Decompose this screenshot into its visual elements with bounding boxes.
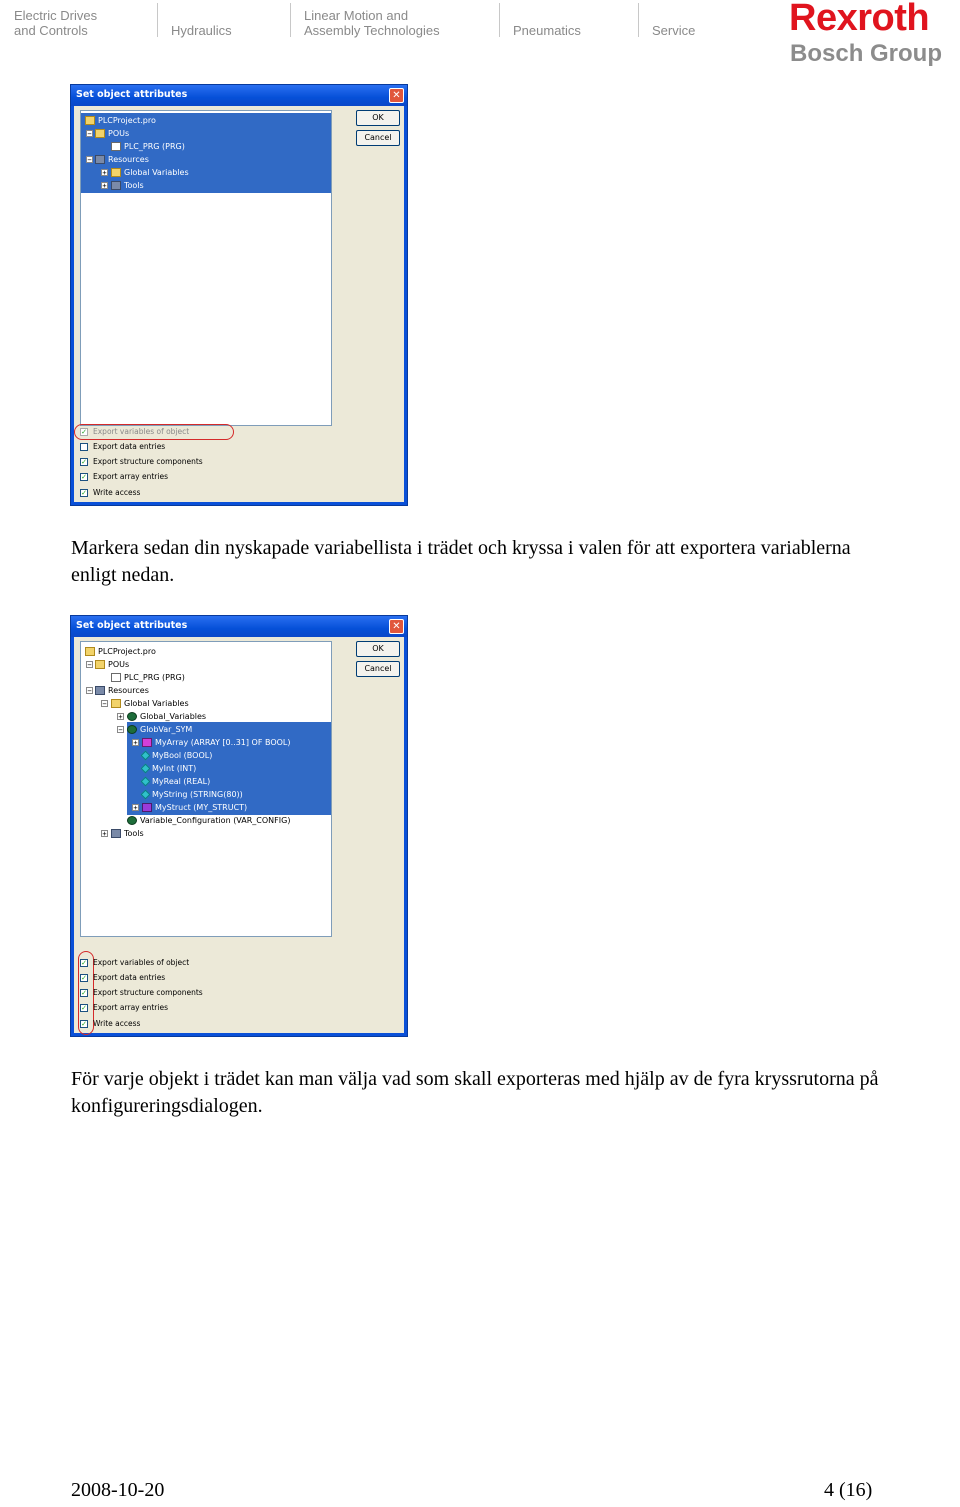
nav-linear-motion[interactable]: Linear Motion and Assembly Technologies [304, 8, 440, 38]
ok-button[interactable]: OK [356, 641, 400, 657]
expand-icon[interactable]: + [133, 739, 138, 747]
nav-pneumatics[interactable]: Pneumatics [513, 23, 581, 38]
expand-icon[interactable]: + [133, 804, 138, 812]
checkbox-export-data[interactable]: Export data entries [80, 441, 165, 453]
checkbox-export-structure[interactable]: ✓ Export structure components [81, 457, 203, 466]
paragraph-2: För varje objekt i trädet kan man välja vad som skall exporteras med hjälp av de fyra kryssrutorna på konfigureringsdialogen. [71, 1068, 879, 1117]
checkbox-export-variables[interactable]: ✓ Export variables of object [81, 958, 190, 967]
variable-icon [141, 751, 151, 761]
dialog-title: Set object attributes [76, 89, 188, 100]
nav-hydraulics[interactable]: Hydraulics [171, 23, 232, 38]
collapse-icon[interactable]: − [87, 156, 92, 164]
tree-node-plc-prg[interactable]: PLC_PRG (PRG) [111, 140, 185, 153]
checkbox-icon: ✓ [81, 974, 87, 982]
folder-icon [85, 116, 95, 125]
footer-page-number: 4 (16) [824, 1479, 873, 1501]
checkbox-export-structure[interactable]: ✓ Export structure components [81, 988, 203, 997]
checkbox-export-variables[interactable]: ✓ Export variables of object [81, 427, 190, 436]
tree-node-project[interactable]: PLCProject.pro [85, 114, 156, 127]
resources-icon [95, 686, 105, 695]
object-tree[interactable] [80, 641, 332, 937]
expand-icon[interactable]: + [118, 713, 123, 721]
tree-node-project[interactable]: PLCProject.pro [85, 645, 156, 658]
tree-node-resources[interactable]: Resources [95, 153, 149, 166]
tree-node-pous[interactable]: POUs [95, 127, 129, 140]
checkbox-icon: ✓ [81, 989, 87, 997]
close-icon[interactable]: ✕ [389, 619, 404, 634]
folder-icon [95, 660, 105, 669]
expand-icon[interactable]: + [102, 182, 107, 190]
footer-date: 2008-10-20 [71, 1479, 165, 1501]
header-divider [638, 3, 639, 37]
highlight-ring [74, 424, 234, 440]
expand-icon[interactable]: + [102, 830, 107, 838]
variable-icon [141, 764, 151, 774]
folder-icon [95, 129, 105, 138]
header-divider [499, 3, 500, 37]
collapse-icon[interactable]: − [87, 130, 92, 138]
globe-icon [127, 816, 137, 825]
tree-node-mybool[interactable]: MyBool (BOOL) [142, 749, 212, 762]
header-divider [290, 3, 291, 37]
checkbox-icon: ✓ [81, 1020, 87, 1028]
tree-node-myint[interactable]: MyInt (INT) [142, 762, 196, 775]
tools-icon [111, 829, 121, 838]
ok-button[interactable]: OK [356, 110, 400, 126]
tree-node-tools[interactable]: Tools [111, 179, 144, 192]
folder-icon [111, 699, 121, 708]
object-tree[interactable] [80, 110, 332, 426]
checkbox-icon: ✓ [81, 489, 87, 497]
tree-node-global-variables[interactable]: Global_Variables [127, 710, 206, 723]
tree-node-myarray[interactable]: MyArray (ARRAY [0..31] OF BOOL) [142, 736, 291, 749]
set-object-attributes-dialog-1 [70, 84, 408, 506]
tree-node-mystruct[interactable]: MyStruct (MY_STRUCT) [142, 801, 247, 814]
nav-electric-drives[interactable]: Electric Drives and Controls [14, 8, 98, 38]
checkbox-icon: ✓ [81, 428, 87, 436]
paragraph-1: Markera sedan din nyskapade variabellista i trädet och kryssa i valen för att exportera variablerna enligt nedan. [71, 537, 851, 586]
tree-node-global-variables[interactable]: Global Variables [111, 166, 189, 179]
collapse-icon[interactable]: − [87, 687, 92, 695]
checkbox-write-access[interactable]: ✓ Write access [81, 1019, 141, 1028]
close-icon[interactable]: ✕ [389, 88, 404, 103]
tree-node-pous[interactable]: POUs [95, 658, 129, 671]
expand-icon[interactable]: + [102, 169, 107, 177]
checkbox-export-data[interactable]: ✓ Export data entries [81, 973, 166, 982]
checkbox-icon: ✓ [81, 1004, 87, 1012]
checkbox-icon: ✓ [81, 473, 87, 481]
tree-node-resources[interactable]: Resources [95, 684, 149, 697]
dialog-body [74, 637, 404, 1033]
tree-node-myreal[interactable]: MyReal (REAL) [142, 775, 210, 788]
tree-node-globvar-sym[interactable]: GlobVar_SYM [127, 723, 192, 736]
dialog-title-bar[interactable] [71, 616, 407, 637]
checkbox-write-access[interactable]: ✓ Write access [81, 488, 141, 497]
globe-icon [127, 712, 137, 721]
checkbox-icon [80, 443, 88, 451]
nav-service[interactable]: Service [652, 23, 696, 38]
checkbox-export-array[interactable]: ✓ Export array entries [81, 1003, 168, 1012]
resources-icon [95, 155, 105, 164]
folder-icon [85, 647, 95, 656]
cancel-button[interactable]: Cancel [356, 130, 400, 146]
collapse-icon[interactable]: − [87, 661, 92, 669]
checkbox-icon: ✓ [81, 458, 87, 466]
document-icon [111, 142, 121, 151]
header-divider [157, 3, 158, 37]
folder-icon [111, 168, 121, 177]
cancel-button[interactable]: Cancel [356, 661, 400, 677]
rexroth-logo: Rexroth [789, 0, 930, 39]
bosch-group-logo: Bosch Group [790, 40, 943, 67]
collapse-icon[interactable]: − [102, 700, 107, 708]
tree-node-global-variables-folder[interactable]: Global Variables [111, 697, 189, 710]
dialog-title-bar[interactable] [71, 85, 407, 106]
tree-node-plc-prg[interactable]: PLC_PRG (PRG) [111, 671, 185, 684]
document-icon [111, 673, 121, 682]
dialog-title: Set object attributes [76, 620, 188, 631]
globe-icon [127, 725, 137, 734]
checkbox-export-array[interactable]: ✓ Export array entries [81, 472, 168, 481]
struct-icon [142, 803, 152, 812]
checkbox-icon: ✓ [81, 959, 87, 967]
set-object-attributes-dialog-2 [70, 615, 408, 1037]
tree-node-mystring[interactable]: MyString (STRING(80)) [142, 788, 243, 801]
variable-icon [141, 790, 151, 800]
collapse-icon[interactable]: − [118, 726, 123, 734]
array-icon [142, 738, 152, 747]
tools-icon [111, 181, 121, 190]
tree-node-tools[interactable]: Tools [111, 827, 144, 840]
dialog-body [74, 106, 404, 502]
tree-node-variable-configuration[interactable]: Variable_Configuration (VAR_CONFIG) [127, 814, 290, 827]
variable-icon [141, 777, 151, 787]
